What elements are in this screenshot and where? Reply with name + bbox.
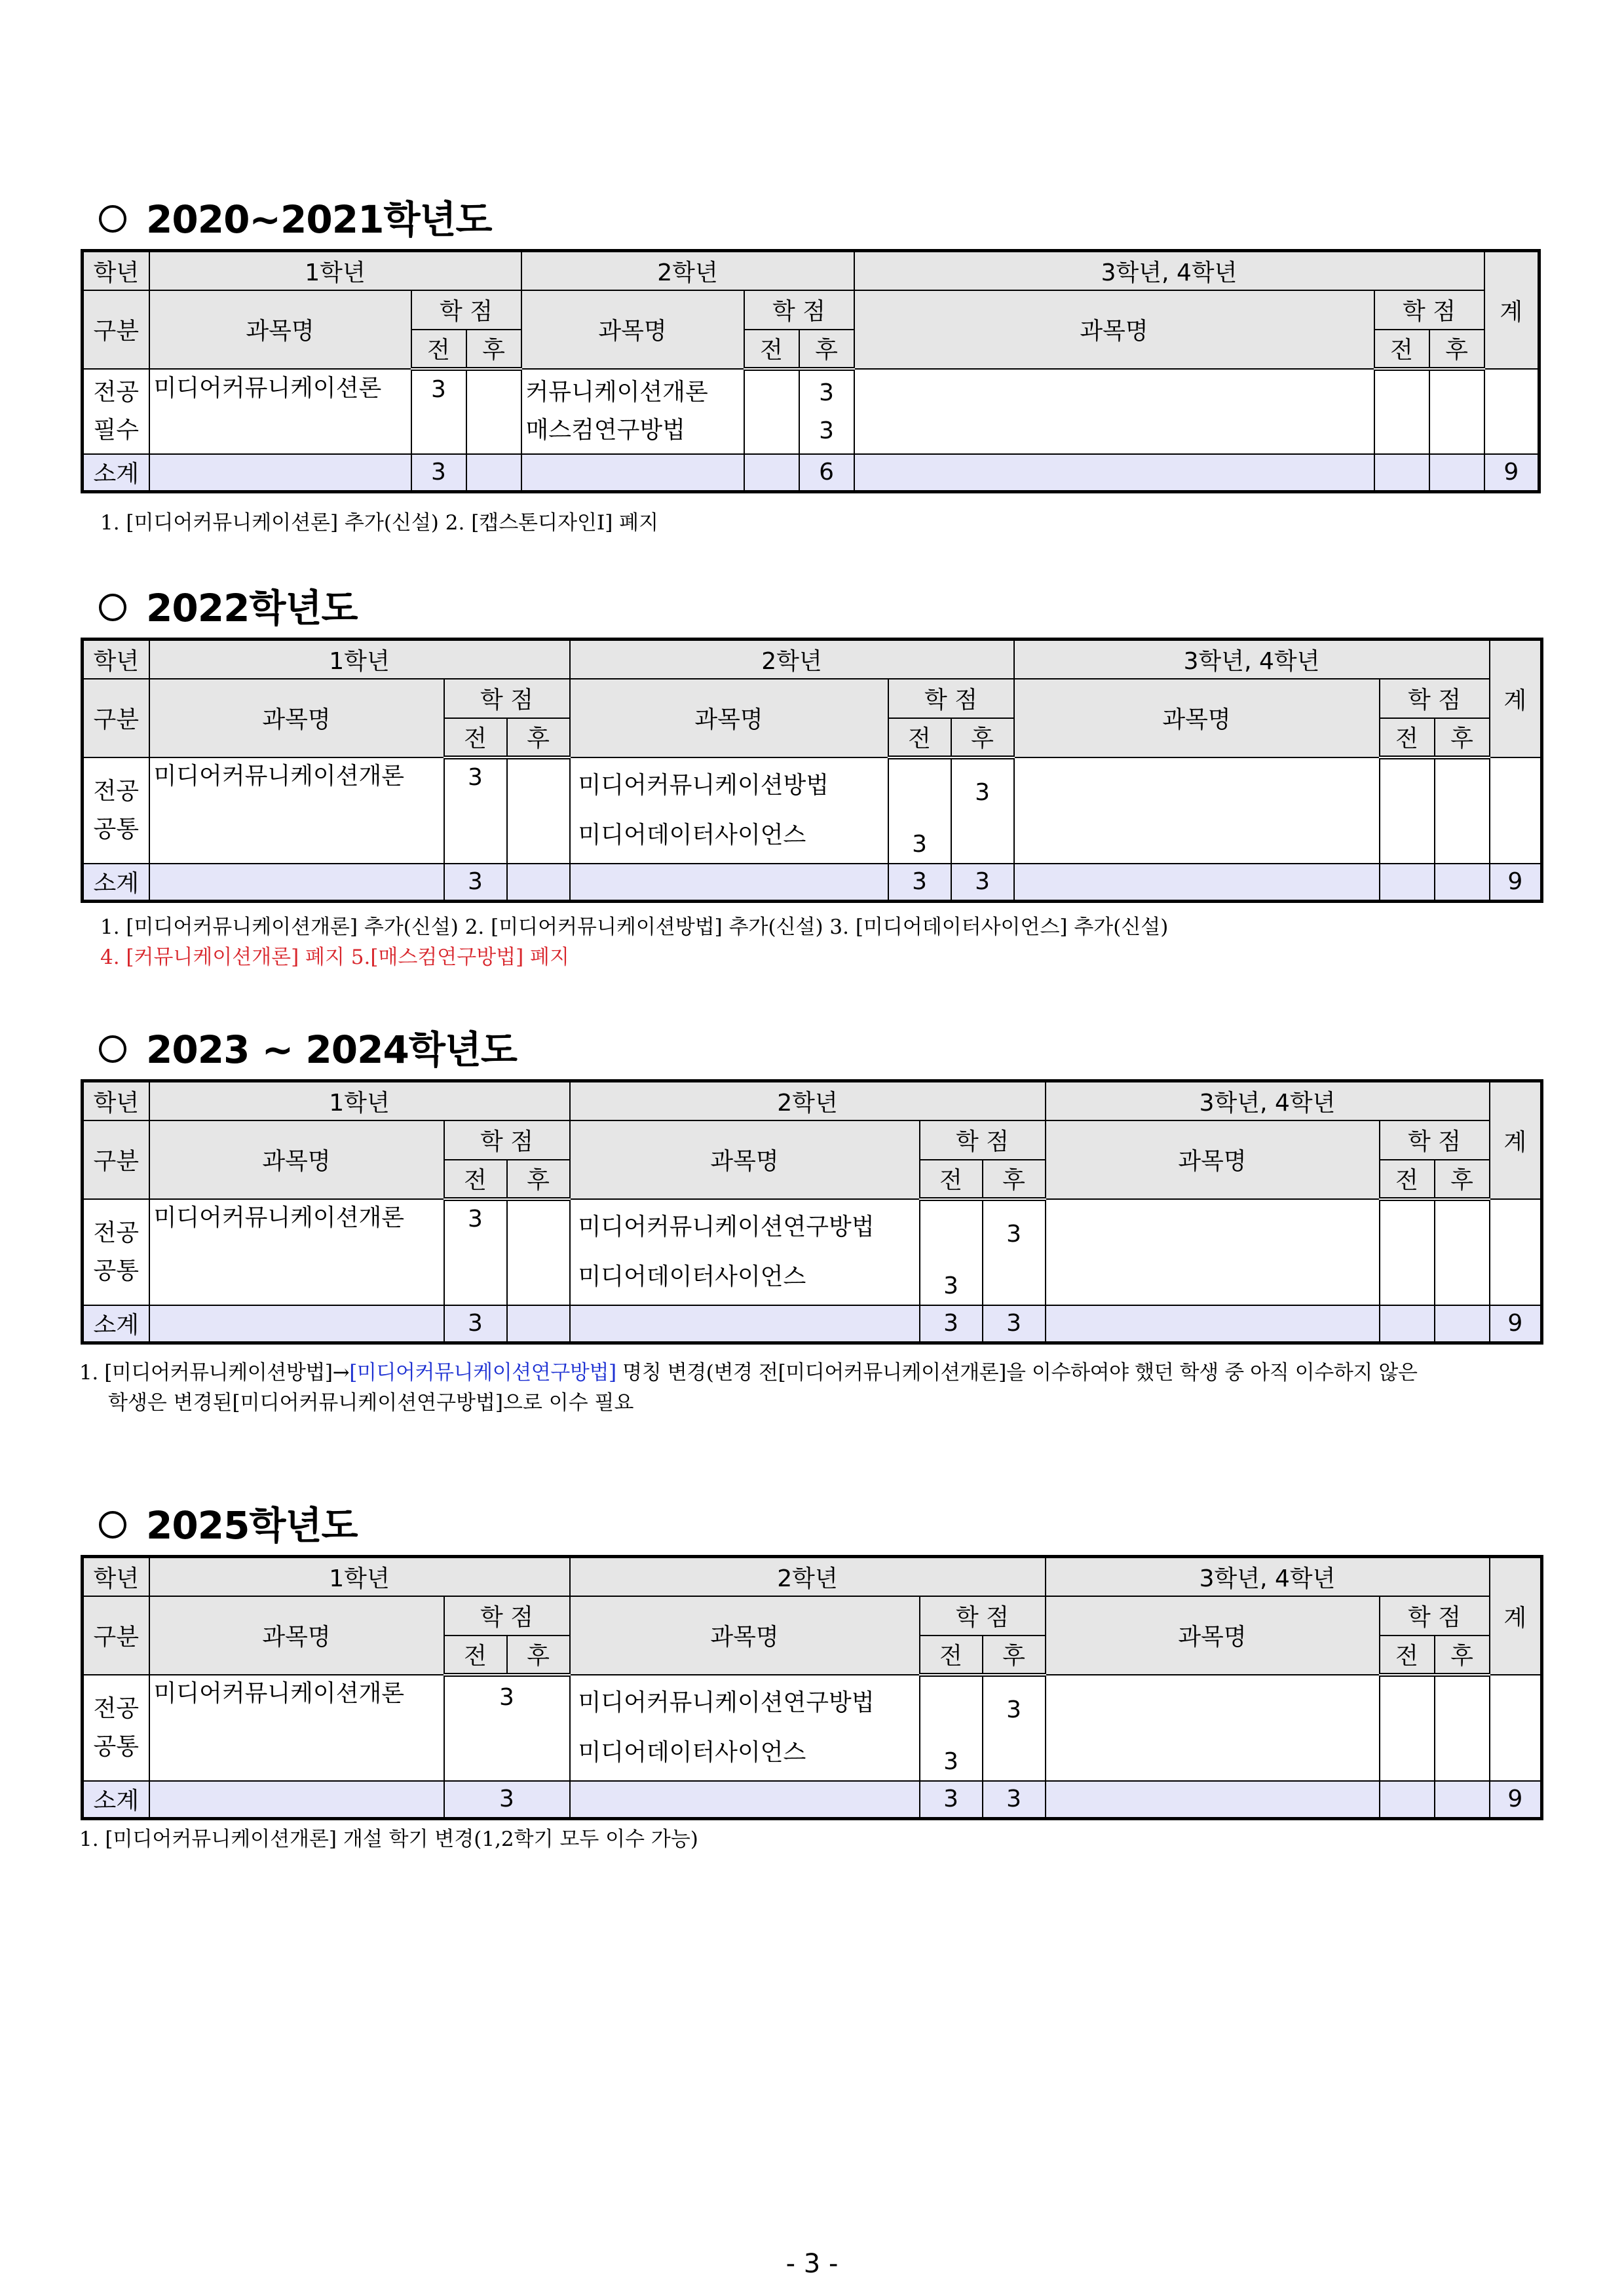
subtotal-value: 3 [920,1305,983,1343]
subtotal-total: 9 [1484,454,1539,492]
table-row [83,369,1539,454]
header-second: 후 [951,718,1014,757]
section-heading [81,1496,1543,1555]
credit-value: 3 [912,830,927,858]
subtotal-row [83,864,1542,902]
subtotal-value: 3 [444,1305,507,1343]
curriculum-table [81,249,1541,493]
section-2023 [81,1020,1543,1418]
credit-cell [444,1675,570,1781]
course-cell [149,1675,444,1781]
course-cell [521,369,744,454]
credit-cell [1435,1199,1490,1305]
note-part-blue: [미디어커뮤니케이션연구방법] [349,1361,616,1385]
credit-cell [1380,1199,1435,1305]
note-line-red: 4. [커뮤니케이션개론] 폐지 5.[매스컴연구방법] 폐지 [100,946,569,969]
header-credit: 학 점 [1380,1120,1490,1160]
header-credit: 학 점 [888,679,1014,718]
subtotal-total: 9 [1490,1781,1542,1819]
course-cell [149,369,411,454]
credit-value: 3 [943,1272,958,1299]
credit-cell [888,757,951,864]
credit-cell [951,757,1014,864]
section-heading [81,1020,1543,1079]
header-first: 전 [744,330,799,369]
category-line: 전공 [93,378,140,406]
section-title: 2022학년도 [146,586,358,630]
course-name: 미디어커뮤니케이션연구방법 [578,1213,875,1240]
header-course: 과목명 [149,1120,444,1199]
credit-cell [1429,369,1484,454]
credit-cell [983,1675,1046,1781]
header-course: 과목명 [1046,1120,1380,1199]
course-cell [149,1199,444,1305]
subtotal-total: 9 [1490,1305,1542,1343]
course-name: 미디어데이터사이언스 [578,1738,806,1766]
category-line: 공통 [93,815,140,843]
credit-cell [1374,369,1429,454]
credit-value: 3 [1006,1696,1021,1723]
header-course: 과목명 [521,290,744,369]
header-first: 전 [444,1160,507,1199]
credit-value: 3 [431,375,446,403]
subtotal-value: 3 [444,864,507,902]
curriculum-table [81,1079,1543,1345]
header-second: 후 [1435,1636,1490,1675]
header-second: 후 [799,330,854,369]
course-name: 미디어커뮤니케이션개론 [153,762,405,790]
header-first: 전 [1380,1636,1435,1675]
header-credit: 학 점 [1374,290,1484,330]
header-grade: 학년 [83,1557,149,1596]
subtotal-row [83,1781,1542,1819]
course-name: 미디어커뮤니케이션연구방법 [578,1689,875,1716]
course-name: 미디어커뮤니케이션개론 [153,1204,405,1231]
curriculum-table [81,638,1543,903]
header-course: 과목명 [570,679,888,757]
course-cell [1014,757,1380,864]
credit-cell [507,1199,570,1305]
credit-value: 3 [819,417,834,444]
credit-cell [444,1199,507,1305]
section-heading [81,579,1543,638]
header-credit: 학 점 [411,290,521,330]
subtotal-value: 3 [444,1781,570,1819]
category-line: 전공 [93,777,140,805]
header-credit: 학 점 [920,1120,1046,1160]
header-second: 후 [507,1636,570,1675]
course-name: 미디어데이터사이언스 [578,821,806,849]
header-year2: 2학년 [570,1081,1046,1120]
course-name: 미디어커뮤니케이션방법 [578,771,829,799]
category-line: 공통 [93,1732,140,1760]
table-row [83,1675,1542,1781]
credit-cell [1380,1675,1435,1781]
course-name: 매스컴연구방법 [525,416,685,444]
category-line: 공통 [93,1257,140,1284]
header-first: 전 [920,1160,983,1199]
section-2022 [81,579,1543,972]
header-second: 후 [983,1636,1046,1675]
note-part: 명칭 변경(변경 전[미디어커뮤니케이션개론]을 이수하여야 했던 학생 중 아직 이수하지 않은 [616,1361,1418,1385]
subtotal-value: 3 [951,864,1014,902]
header-course: 과목명 [149,290,411,369]
credit-cell [920,1675,983,1781]
credit-value: 3 [975,778,990,806]
course-name: 미디어커뮤니케이션개론 [153,1679,405,1707]
credit-value: 3 [819,379,834,406]
header-second: 후 [1435,1160,1490,1199]
header-first: 전 [1380,1160,1435,1199]
header-credit: 학 점 [444,679,570,718]
credit-cell [1435,1675,1490,1781]
table-row [83,757,1542,864]
course-name: 미디어커뮤니케이션론 [153,374,382,402]
header-year2: 2학년 [570,640,1014,679]
subtotal-label: 소계 [83,1781,149,1819]
header-credit: 학 점 [1380,1596,1490,1636]
header-first: 전 [888,718,951,757]
total-cell [1484,369,1539,454]
header-course: 과목명 [1014,679,1380,757]
note-line [79,1358,1543,1388]
course-cell [149,757,444,864]
subtotal-label: 소계 [83,1305,149,1343]
header-credit: 학 점 [1380,679,1490,718]
credit-cell [1380,757,1435,864]
section-title: 2023 ~ 2024학년도 [146,1027,517,1072]
header-year1: 1학년 [149,1081,570,1120]
note-line: 1. [미디어커뮤니케이션개론] 개설 학기 변경(1,2학기 모두 이수 가능) [79,1827,698,1851]
header-second: 후 [507,718,570,757]
subtotal-label: 소계 [83,454,149,492]
category-line: 전공 [93,1694,140,1722]
header-course: 과목명 [854,290,1374,369]
credit-value: 3 [468,763,483,791]
table-row [83,1199,1542,1305]
header-total: 계 [1490,1081,1542,1199]
circle-bullet-icon [99,205,126,233]
subtotal-value: 3 [983,1305,1046,1343]
header-category: 구분 [83,290,149,369]
header-second: 후 [466,330,521,369]
course-cell [570,1675,920,1781]
header-year1: 1학년 [149,640,570,679]
header-total: 계 [1484,251,1539,369]
header-first: 전 [444,1636,507,1675]
header-year2: 2학년 [570,1557,1046,1596]
total-cell [1490,1675,1542,1781]
header-second: 후 [507,1160,570,1199]
header-credit: 학 점 [444,1120,570,1160]
header-total: 계 [1490,1557,1542,1675]
header-year1: 1학년 [149,1557,570,1596]
header-category: 구분 [83,679,149,757]
section-2020 [81,190,1541,538]
page-number: - 3 - [785,2249,839,2279]
circle-bullet-icon [99,1511,126,1539]
course-cell [570,757,888,864]
section-heading [81,190,1541,249]
course-cell [570,1199,920,1305]
credit-cell [411,369,466,454]
header-course: 과목명 [570,1120,920,1199]
header-credit: 학 점 [444,1596,570,1636]
curriculum-table [81,1555,1543,1820]
credit-value: 3 [499,1683,514,1711]
header-category: 구분 [83,1120,149,1199]
subtotal-row [83,1305,1542,1343]
header-first: 전 [1374,330,1429,369]
credit-cell [466,369,521,454]
header-first: 전 [920,1636,983,1675]
credit-cell [983,1199,1046,1305]
credit-value: 3 [943,1748,958,1775]
credit-cell [1435,757,1490,864]
header-total: 계 [1490,640,1542,757]
subtotal-value: 3 [411,454,466,492]
header-course: 과목명 [570,1596,920,1675]
header-credit: 학 점 [744,290,854,330]
credit-value: 3 [468,1205,483,1233]
header-course: 과목명 [1046,1596,1380,1675]
header-first: 전 [1380,718,1435,757]
note-line: 1. [미디어커뮤니케이션론] 추가(신설) 2. [캡스톤디자인Ⅰ] 폐지 [100,511,659,535]
section-title: 2020~2021학년도 [146,197,492,242]
header-second: 후 [1435,718,1490,757]
note-line: 학생은 변경된[미디어커뮤니케이션연구방법]으로 이수 필요 [108,1391,634,1415]
credit-cell [799,369,854,454]
header-year34: 3학년, 4학년 [1046,1557,1490,1596]
subtotal-value: 3 [983,1781,1046,1819]
header-second: 후 [983,1160,1046,1199]
category-line: 필수 [93,416,140,444]
credit-value: 3 [1006,1220,1021,1248]
total-cell [1490,1199,1542,1305]
note-line: 1. [미디어커뮤니케이션개론] 추가(신설) 2. [미디어커뮤니케이션방법] 추가(신설) 3. [미디어데이터사이언스] 추가(신설) [100,915,1169,939]
credit-cell [507,757,570,864]
header-year1: 1학년 [149,251,521,290]
subtotal-value: 3 [888,864,951,902]
header-year34: 3학년, 4학년 [1046,1081,1490,1120]
header-year2: 2학년 [521,251,854,290]
subtotal-row [83,454,1539,492]
course-name: 커뮤니케이션개론 [525,378,708,406]
credit-cell [444,757,507,864]
category-line: 전공 [93,1219,140,1246]
course-cell [1046,1675,1380,1781]
category-cell [83,1675,149,1781]
header-course: 과목명 [149,1596,444,1675]
course-name: 미디어데이터사이언스 [578,1263,806,1290]
category-cell [83,757,149,864]
course-cell [1046,1199,1380,1305]
header-course: 과목명 [149,679,444,757]
header-first: 전 [444,718,507,757]
header-year34: 3학년, 4학년 [854,251,1484,290]
credit-cell [920,1199,983,1305]
credit-cell [744,369,799,454]
header-credit: 학 점 [920,1596,1046,1636]
header-year34: 3학년, 4학년 [1014,640,1490,679]
header-second: 후 [1429,330,1484,369]
header-first: 전 [411,330,466,369]
subtotal-value: 3 [920,1781,983,1819]
header-grade: 학년 [83,640,149,679]
total-cell [1490,757,1542,864]
subtotal-label: 소계 [83,864,149,902]
subtotal-total: 9 [1490,864,1542,902]
note-part: 1. [미디어커뮤니케이션방법]→ [79,1361,350,1385]
header-category: 구분 [83,1596,149,1675]
circle-bullet-icon [99,1035,126,1063]
category-cell [83,369,149,454]
circle-bullet-icon [99,594,126,621]
header-grade: 학년 [83,1081,149,1120]
section-title: 2025학년도 [146,1503,358,1548]
course-cell [854,369,1374,454]
section-2025 [81,1496,1543,1854]
header-grade: 학년 [83,251,149,290]
category-cell [83,1199,149,1305]
subtotal-value: 6 [799,454,854,492]
